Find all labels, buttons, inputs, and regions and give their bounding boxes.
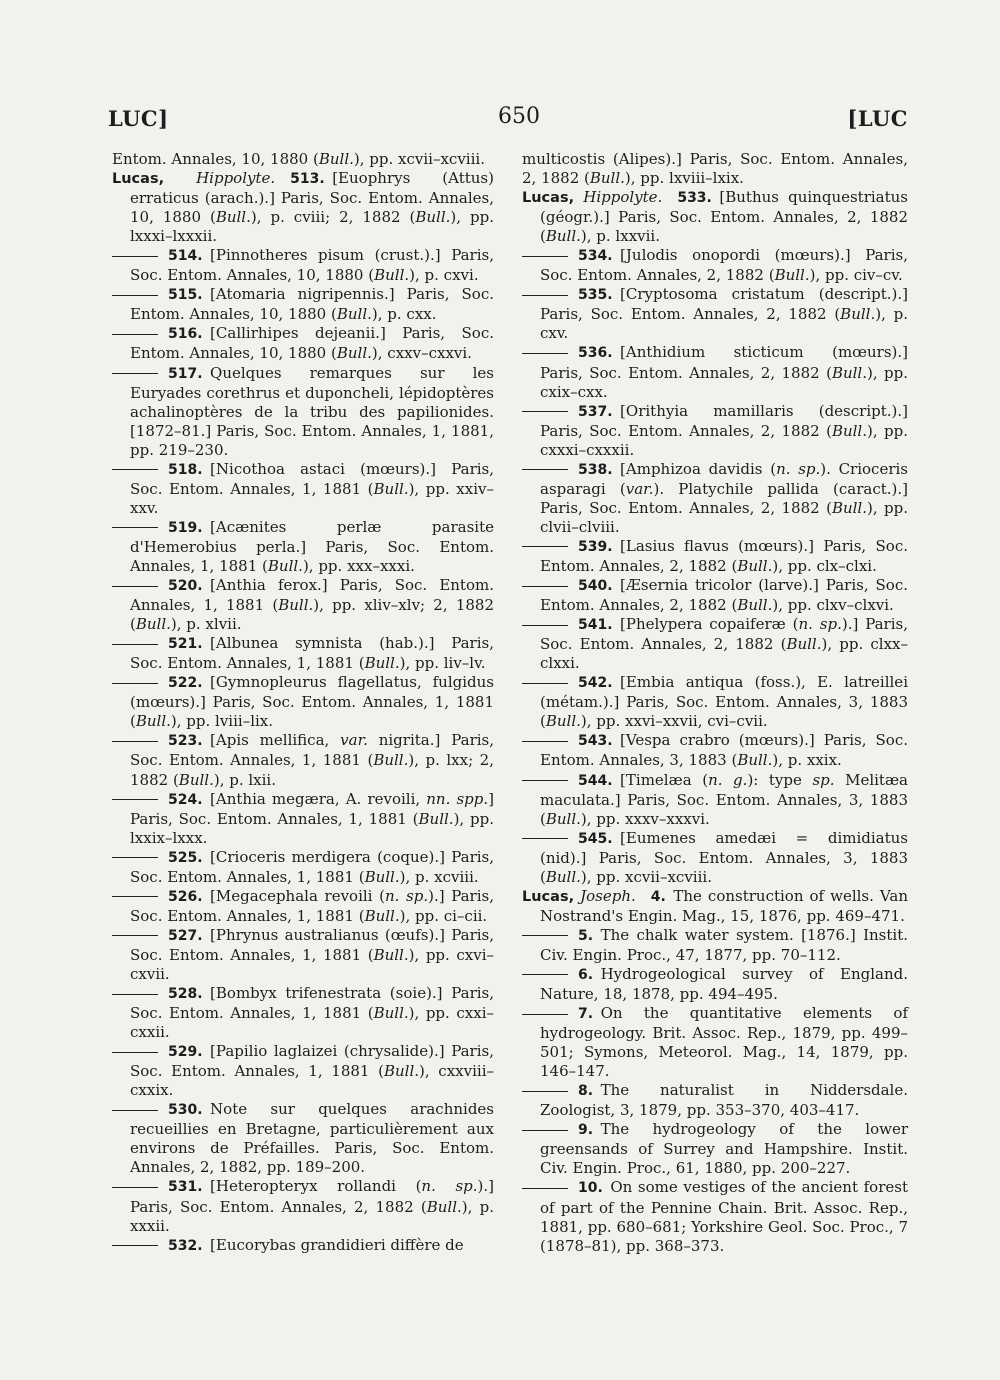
ditto-dash [522,780,568,781]
right-column [522,150,908,1256]
bibliography-entry [522,615,908,673]
entry-text: Entom. Annales, 10, 1880 (Bull.), pp. xcvii–xcviii. [112,150,485,168]
bibliography-entry [522,343,908,401]
entry-number: 524. [168,791,203,808]
entry-number: 533. [677,190,712,207]
entry-text: [Phrynus australianus (œufs).] Paris, Soc. Entom. Annales, 1, 1881 (Bull.), pp. cxvi–cxvii. [130,925,494,983]
bibliography-entry [112,246,494,285]
ditto-dash [112,935,158,936]
ditto-dash [522,546,568,547]
bibliography-entry [112,285,494,324]
entry-text: multicostis (Alipes).] Paris, Soc. Entom. Annales, 2, 1882 (Bull.), pp. lxviii–lxix. [522,150,908,188]
bibliography-entry [112,150,494,169]
entry-number: 8. [578,1083,594,1100]
entry-author: Lucas, [522,888,575,905]
ditto-dash [112,1110,158,1111]
bibliography-entry [112,364,494,460]
ditto-dash [112,334,158,335]
entry-number: 538. [578,461,613,478]
entry-text: The naturalist in Niddersdale. Zoologist, 3, 1879, pp. 353–370, 403–417. [540,1081,908,1120]
bibliography-entry [112,984,494,1042]
bibliography-entry [112,169,494,246]
bibliography-entry [112,576,494,634]
entry-number: 10. [578,1180,603,1197]
entry-author: Lucas, [522,190,575,207]
entry-text: [Æsernia tricolor (larve).] Paris, Soc. Entom. Annales, 2, 1882 (Bull.), pp. clxv–clxvi. [540,576,908,615]
entry-text: [Eumenes amedæi = dimidiatus (nid).] Paris, Soc. Entom. Annales, 3, 1883 (Bull.), pp. xcvii–xcviii. [540,828,908,886]
entry-text: [Amphizoa davidis (n. sp.). Crioceris asparagi (var.). Platychile pallida (caract.).] Paris, Soc. Entom. Annales, 2, 1882 (Bull.), pp. clvii–clviii. [540,459,909,536]
bibliography-entry [112,460,494,518]
ditto-dash [112,527,158,528]
ditto-dash [112,896,158,897]
entry-number: 536. [578,345,613,362]
ditto-dash [112,741,158,742]
page-number: 650 [498,104,540,129]
entry-text: [Buthus quinquestriatus (géogr.).] Paris, Soc. Entom. Annales, 2, 1882 (Bull.), p. lxxvii. [540,188,908,246]
bibliography-entry [112,1042,494,1100]
entry-number: 513. [290,171,325,188]
bibliography-entry [112,1100,494,1177]
ditto-dash [522,935,568,936]
entry-number: 5. [578,927,594,944]
ditto-dash [522,469,568,470]
ditto-dash [522,1130,568,1131]
bibliography-entry [522,731,908,770]
ditto-dash [112,256,158,257]
entry-author-forename: Joseph. [580,886,636,905]
entry-text: The chalk water system. [1876.] Instit. Civ. Engin. Proc., 47, 1877, pp. 70–112. [540,925,908,964]
header-left: LUC] [108,106,169,131]
ditto-dash [522,1188,568,1189]
entry-text: [Julodis onopordi (mœurs).] Paris, Soc. Entom. Annales, 2, 1882 (Bull.), pp. civ–cv. [540,246,908,285]
bibliography-entry [112,848,494,887]
entry-number: 521. [168,636,203,653]
ditto-dash [522,586,568,587]
entry-text: Note sur quelques arachnides recueillies en Bretagne, particulièrement aux environs de Préfailles. Paris, Soc. Entom. Annales, 2, 1882, pp. 189–200. [130,1100,494,1177]
bibliography-entry [522,926,908,965]
bibliography-entry [522,150,908,188]
ditto-dash [522,256,568,257]
entry-text: [Anthia ferox.] Paris, Soc. Entom. Annales, 1, 1881 (Bull.), pp. xliv–xlv; 2, 1882 (Bull.), p. xlvii. [130,576,494,634]
bibliography-entry [522,246,908,285]
bibliography-entry [522,1120,908,1178]
entry-number: 532. [168,1237,203,1254]
bibliography-entry [522,829,908,887]
entry-text: [Atomaria nigripennis.] Paris, Soc. Entom. Annales, 10, 1880 (Bull.), p. cxx. [130,285,494,324]
bibliography-entry [112,518,494,576]
entry-number: 519. [168,519,203,536]
ditto-dash [112,994,158,995]
ditto-dash [112,469,158,470]
entry-number: 529. [168,1044,203,1061]
ditto-dash [112,1052,158,1053]
bibliography-entry [522,1004,908,1081]
entry-text: The construction of wells. Van Nostrand's Engin. Mag., 15, 1876, pp. 469–471. [540,886,908,925]
bibliography-entry [112,324,494,363]
ditto-dash [522,625,568,626]
entry-number: 527. [168,927,203,944]
entry-number: 6. [578,966,594,983]
entry-text: Hydrogeological survey of England. Nature, 18, 1878, pp. 494–495. [540,964,908,1004]
ditto-dash [522,838,568,839]
entry-text: [Orithyia mamillaris (descript.).] Paris, Soc. Entom. Annales, 2, 1882 (Bull.), pp. cxxxi–cxxxii. [540,401,908,459]
entry-text: [Albunea symnista (hab.).] Paris, Soc. Entom. Annales, 1, 1881 (Bull.), pp. liv–lv. [130,634,494,673]
bibliography-entry [522,402,908,460]
bibliography-entry [112,887,494,926]
entry-text: [Lasius flavus (mœurs).] Paris, Soc. Entom. Annales, 2, 1882 (Bull.), pp. clx–clxi. [540,536,908,575]
entry-author-forename: Hippolyte. [583,188,663,207]
bibliography-entry [522,965,908,1004]
entry-text: [Phelypera copaiferæ (n. sp.).] Paris, Soc. Entom. Annales, 2, 1882 (Bull.), pp. clxx–clxxi. [540,615,908,673]
entry-text: [Gymnopleurus flagellatus, fulgidus (mœurs).] Paris, Soc. Entom. Annales, 1, 1881 (Bull.), pp. lviii–lix. [130,673,494,731]
ditto-dash [112,373,158,374]
entry-number: 525. [168,849,203,866]
bibliography-entry [112,673,494,731]
bibliography-entry [522,188,908,246]
entry-text: On the quantitative elements of hydrogeology. Brit. Assoc. Rep., 1879, pp. 499–501; Symons, Meteorol. Mag., 14, 1879, pp. 146–147. [540,1004,908,1081]
entry-number: 4. [650,888,666,905]
entry-number: 540. [578,578,613,595]
bibliography-entry [522,1081,908,1120]
ditto-dash [522,411,568,412]
entry-number: 517. [168,365,203,382]
ditto-dash [522,741,568,742]
entry-text: Quelques remarques sur les Euryades corethrus et duponcheli, lépidoptères achalinoptères de la tribu des papilionides. [1872–81.] Paris, Soc. Entom. Annales, 1, 1881, pp. 219–230. [130,363,494,459]
entry-text: [Anthia megæra, A. revoili, nn. spp.] Paris, Soc. Entom. Annales, 1, 1881 (Bull.), pp. lxxix–lxxx. [130,789,494,847]
entry-number: 520. [168,578,203,595]
bibliography-entry [522,460,908,537]
entry-number: 523. [168,733,203,750]
entry-number: 542. [578,675,613,692]
entry-number: 531. [168,1179,203,1196]
left-column [112,150,494,1256]
entry-number: 534. [578,248,613,265]
entry-number: 530. [168,1102,203,1119]
ditto-dash [112,683,158,684]
entry-number: 518. [168,461,203,478]
entry-text: The hydrogeology of the lower greensands of Surrey and Hampshire. Instit. Civ. Engin. Proc., 61, 1880, pp. 200–227. [540,1120,908,1178]
entry-text: [Euophrys (Attus) erraticus (arach.).] Paris, Soc. Entom. Annales, 10, 1880 (Bull.), p. cviii; 2, 1882 (Bull.), pp. lxxxi–lxxxii. [130,169,494,246]
ditto-dash [112,857,158,858]
header-right: [LUC [847,106,908,131]
entry-number: 9. [578,1122,594,1139]
bibliography-entry [522,285,908,343]
bibliography-entry [522,576,908,615]
ditto-dash [112,1187,158,1188]
entry-number: 526. [168,888,203,905]
ditto-dash [112,644,158,645]
entry-number: 516. [168,326,203,343]
entry-text: [Apis mellifica, var. nigrita.] Paris, Soc. Entom. Annales, 1, 1881 (Bull.), p. lxx; 2, 1882 (Bull.), p. lxii. [130,731,494,789]
bibliography-entry [112,1236,494,1256]
ditto-dash [522,1014,568,1015]
entry-text: [Cryptosoma cristatum (descript.).] Paris, Soc. Entom. Annales, 2, 1882 (Bull.), p. cxv. [540,285,908,343]
bibliography-entry [112,1177,494,1235]
entry-text: [Megacephala revoili (n. sp.).] Paris, Soc. Entom. Annales, 1, 1881 (Bull.), pp. ci–cii. [130,886,494,925]
entry-text: [Bombyx trifenestrata (soie).] Paris, Soc. Entom. Annales, 1, 1881 (Bull.), pp. cxxi–cxxii. [130,984,494,1042]
entry-text: [Pinnotheres pisum (crust.).] Paris, Soc. Entom. Annales, 10, 1880 (Bull.), p. cxvi. [130,246,494,285]
bibliography-entry [112,731,494,789]
ditto-dash [522,974,568,975]
ditto-dash [522,1091,568,1092]
ditto-dash [112,799,158,800]
ditto-dash [522,353,568,354]
bibliography-entry [112,634,494,673]
entry-text: [Timelæa (n. g.): type sp. Melitæa maculata.] Paris, Soc. Entom. Annales, 3, 1883 (Bull.), pp. xxxv–xxxvi. [540,770,908,828]
bibliography-entry [522,537,908,576]
entry-text: [Vespa crabro (mœurs).] Paris, Soc. Entom. Annales, 3, 1883 (Bull.), p. xxix. [540,731,908,770]
entry-number: 539. [578,538,613,555]
entry-text: [Heteropteryx rollandi (n. sp.).] Paris, Soc. Entom. Annales, 2, 1882 (Bull.), p. xxxii. [130,1177,494,1235]
entry-number: 528. [168,986,203,1003]
entry-number: 541. [578,617,613,634]
bibliography-entry [522,673,908,731]
entry-author-forename: Hippolyte. [196,169,276,188]
ditto-dash [112,586,158,587]
entry-number: 522. [168,675,203,692]
bibliography-entry [522,887,908,926]
entry-number: 514. [168,248,203,265]
entry-number: 545. [578,830,613,847]
entry-number: 515. [168,287,203,304]
entry-number: 537. [578,403,613,420]
entry-text: [Papilio laglaizei (chrysalide).] Paris, Soc. Entom. Annales, 1, 1881 (Bull.), cxxviii–cxxix. [130,1042,494,1100]
bibliography-entry [522,1178,908,1255]
entry-text: [Embia antiqua (foss.), E. latreillei (métam.).] Paris, Soc. Entom. Annales, 3, 1883 (Bull.), pp. xxvi–xxvii, cvi–cvii. [540,673,908,731]
entry-text: On some vestiges of the ancient forest of part of the Pennine Chain. Brit. Assoc. Rep., 1881, pp. 680–681; Yorkshire Geol. Soc. Proc., 7 (1878–81), pp. 368–373. [540,1178,908,1255]
entry-number: 7. [578,1006,594,1023]
entry-number: 535. [578,287,613,304]
running-header [108,106,908,136]
entry-author: Lucas, [112,171,165,188]
entry-text: [Anthidium sticticum (mœurs).] Paris, Soc. Entom. Annales, 2, 1882 (Bull.), pp. cxix–cxx. [540,343,908,401]
entry-number: 544. [578,772,613,789]
ditto-dash [522,295,568,296]
entry-text: [Crioceris merdigera (coque).] Paris, Soc. Entom. Annales, 1, 1881 (Bull.), p. xcviii. [130,847,494,886]
entry-number: 543. [578,733,613,750]
entry-text: [Nicothoa astaci (mœurs).] Paris, Soc. Entom. Annales, 1, 1881 (Bull.), pp. xxiv–xxv. [130,459,494,517]
bibliography-entry [112,926,494,984]
ditto-dash [112,1245,158,1246]
ditto-dash [522,683,568,684]
bibliography-entry [112,790,494,848]
ditto-dash [112,295,158,296]
bibliography-entry [522,771,908,829]
entry-text: [Callirhipes dejeanii.] Paris, Soc. Entom. Annales, 10, 1880 (Bull.), cxxv–cxxvi. [130,324,494,363]
entry-text: [Acænites perlæ parasite d'Hemerobius perla.] Paris, Soc. Entom. Annales, 1, 1881 (Bull.), pp. xxx–xxxi. [130,517,494,575]
entry-text: [Eucorybas grandidieri diffère de [210,1235,464,1254]
